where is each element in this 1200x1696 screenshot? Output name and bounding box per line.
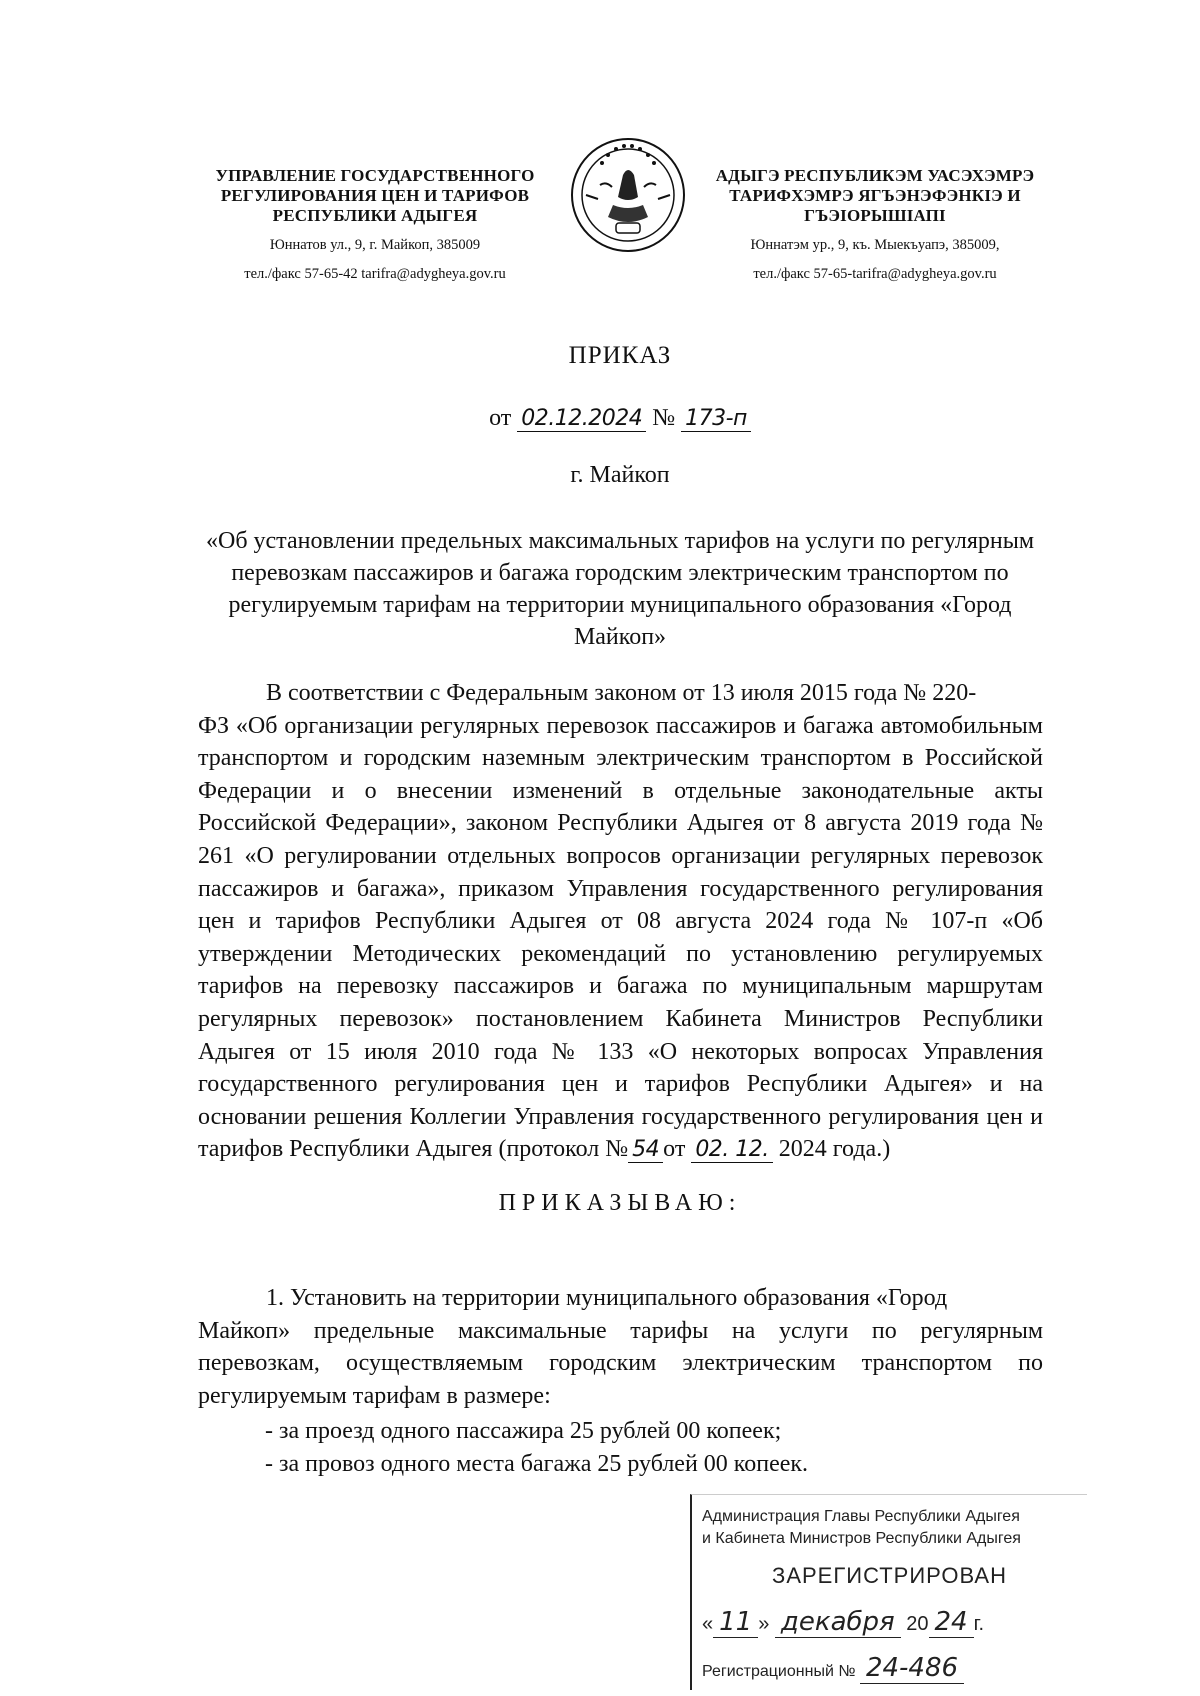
item-1-paragraph xyxy=(198,1282,1043,1412)
stamp-registered: ЗАРЕГИСТРИРОВАН xyxy=(772,1563,1007,1588)
doc-title: «Об установлении предельных максимальных тарифов на услуги по регулярным перевозкам пассажиров и багажа городским электрическим транспортом по регулируемым тарифам на территории муниципального образования «Город Майкоп» xyxy=(205,528,1035,650)
stamp-date: « 11 » декабря 20 24 г. xyxy=(702,1607,985,1637)
stamp-reg-number-row xyxy=(702,1653,1082,1683)
doc-city: г. Майкоп xyxy=(570,462,670,488)
preamble-end: 2024 года.) xyxy=(778,1136,891,1163)
item-1-body: Майкоп» предельные максимальные тарифы на услуги по регулярным перевозкам, осуществляемым городским электрическим транспортом по регулируемым тарифам в размере: xyxy=(198,1317,1043,1409)
coat-of-arms-icon xyxy=(568,135,688,255)
stamp-month: декабря xyxy=(775,1607,901,1638)
tariff-baggage: - за провоз одного места багажа 25 рублей 00 копеек. xyxy=(265,1451,809,1477)
stamp-authority-line2: и Кабинета Министров Республики Адыгея xyxy=(702,1530,1021,1547)
stamp-year-prefix: 20 xyxy=(906,1613,929,1635)
doc-date-number xyxy=(200,405,1040,432)
protocol-number: 54 xyxy=(628,1137,663,1163)
stamp-reg-label: Регистрационный № xyxy=(702,1663,856,1680)
doc-number: 173-п xyxy=(681,406,751,432)
org-address-ady: Юннатэм ур., 9, къ. Мыекъуапэ, 385009, xyxy=(750,237,1000,253)
org-name-ru-line2: РЕГУЛИРОВАНИЯ ЦЕН И ТАРИФОВ xyxy=(220,186,530,205)
org-contact-ady: тел./факс 57-65-tarifra@adygheya.gov.ru xyxy=(753,266,997,282)
org-name-ru-line3: РЕСПУБЛИКИ АДЫГЕЯ xyxy=(272,206,478,225)
org-name-ady-line2: ТАРИФХЭМРЭ ЯГЪЭНЭФЭНКIЭ И xyxy=(729,186,1021,205)
header-right-block xyxy=(695,166,1055,284)
org-name-ady-line1: АДЫГЭ РЕСПУБЛИКЭМ УАСЭХЭМРЭ xyxy=(715,166,1035,185)
preamble-paragraph xyxy=(198,677,1043,1167)
stamp-reg-number: 24-486 xyxy=(860,1653,964,1684)
org-name-ru-line1: УПРАВЛЕНИЕ ГОСУДАРСТВЕННОГО xyxy=(215,166,535,185)
header-left-block xyxy=(185,166,565,284)
org-name-ady-line3: ГЪЭIОРЫШIАПI xyxy=(804,206,946,225)
stamp-year-suffix: 24 xyxy=(929,1607,974,1638)
doc-date: 02.12.2024 xyxy=(517,406,646,432)
doc-type: ПРИКАЗ xyxy=(568,342,672,369)
preamble-body: ФЗ «Об организации регулярных перевозок пассажиров и багажа автомобильным транспортом и городским наземным электрическим транспортом в Российской Федерации и о внесении изменений в отдельные законодательные акты Российской Федерации», законом Республики Адыгея от 8 августа 2019 года № 261 «О регулировании отдельных вопросов организации регулярных перевозок пассажиров и багажа», приказом Управления государственного регулирования цен и тарифов Республики Адыгея от 08 августа 2024 года № 107-п «Об утверждении Методических рекомендаций по установлению регулируемых тарифов на перевозку пассажиров и багажа по муниципальным маршрутам регулярных перевозок» постановлением Кабинета Министров Республики Адыгея от 15 июля 2010 года № 133 «О некоторых вопросах Управления государственного регулирования цен и тарифов Республики Адыгея» и на основании решения Коллегии Управления государственного регулирования цен и тарифов Республики Адыгея (протокол № xyxy=(198,712,1043,1163)
registration-stamp xyxy=(690,1494,1087,1690)
number-prefix: № xyxy=(652,405,676,431)
preamble-first-line: В соответствии с Федеральным законом от 13 июля 2015 года № 220- xyxy=(266,680,977,706)
order-heading: ПРИКАЗЫВАЮ: xyxy=(498,1190,742,1216)
tariff-passenger: - за проезд одного пассажира 25 рублей 00 копеек; xyxy=(265,1418,782,1444)
org-address-ru: Юннатов ул., 9, г. Майкоп, 385009 xyxy=(269,237,481,253)
protocol-date: 02. 12. xyxy=(691,1137,772,1163)
stamp-day: 11 xyxy=(713,1607,758,1638)
stamp-authority-line1: Администрация Главы Республики Адыгея xyxy=(702,1508,1020,1525)
stamp-year-after: г. xyxy=(973,1613,985,1635)
preamble-from: от xyxy=(663,1136,686,1163)
date-prefix: от xyxy=(489,405,512,431)
org-contact-ru: тел./факс 57-65-42 tarifra@adygheya.gov.ru xyxy=(244,266,506,282)
item-1-first-line: 1. Установить на территории муниципального образования «Город xyxy=(266,1285,948,1311)
